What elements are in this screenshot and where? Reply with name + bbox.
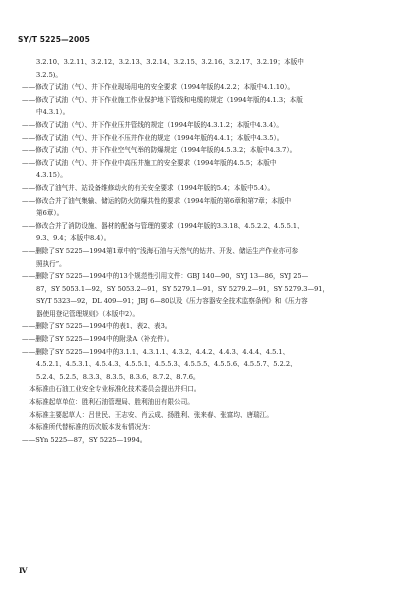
text-line: 中4.3.1）。: [36, 108, 70, 117]
text-line: ——修改了试油（气）、井下作业空气气举的防爆规定（1994年版的4.5.3.2；本版中4.3.7）。: [22, 146, 297, 155]
text-line: ——删除了SY 5225—1994第1章中的“浅海石油与天然气的钻井、开发、储运生产作业亦可参: [22, 246, 299, 255]
text-line: ——修改了试油（气）、井下作业施工作业保护地下管线和电缆的规定（1994年版的4.1.3；本版: [22, 95, 303, 104]
text-line: ——修改了试油（气）、井下作业压井管线的规定（1994年版的4.3.1.2；本版中4.3.4）。: [22, 120, 284, 129]
text-line: ——删除了SY 5225—1994中的13个规范性引用文件：GBJ 140—90，SYJ 13—86，SYJ 25—: [22, 272, 309, 281]
text-line: ——删除了SY 5225—1994中的3.1.1、4.3.1.1、4.3.2、4.4.2、4.4.3、4.4.4、4.5.1、: [22, 347, 290, 356]
text-line: 本标准起草单位：胜利石油管理局、胜利油田有限公司。: [29, 398, 194, 407]
text-line: 5.2.4、5.2.5、8.3.3、8.3.5、8.3.6、8.7.2、8.7.6。: [36, 372, 200, 381]
text-line: ——删除了SY 5225—1994中的表1、表2、表3。: [22, 322, 172, 331]
text-line: 本标准主要起草人：吕世民、王志安、肖云成、扬胜利、张来春、张富均、唐瑞江。: [29, 410, 273, 419]
text-line: 4.3.15）。: [36, 171, 67, 180]
text-line: SY/T 5323—92，DL 409—91；JBJ 6—80以及《压力容器安全技术监察条例》和《压力容: [36, 297, 308, 306]
text-line: 照执行”。: [36, 259, 66, 268]
text-line: ——修改了试油（气）、井下作业不压井作业的规定（1994年版的4.4.1；本版中4.3.5）。: [22, 133, 284, 142]
page-number: Ⅳ: [19, 566, 28, 575]
text-line: ——SYn 5225—87，SY 5225—1994。: [22, 435, 147, 444]
text-line: ——修改合并了油气集输、储运的防火防爆共性的要求（1994年版的第6章和第7章；本版中: [22, 196, 292, 205]
text-line: 4.5.2.1、4.5.3.1、4.5.4.3、4.5.5.1、4.5.5.3、4.5.5.5、4.5.5.6、4.5.5.7、5.2.2、: [36, 360, 297, 369]
text-line: ——删除了SY 5225—1994中的附录A（补充件）。: [22, 335, 174, 344]
text-line: 本标准所代替标准的历次版本发布情况为：: [29, 423, 155, 432]
text-line: 器使用登记管理规则》（本版中2）。: [36, 309, 140, 318]
document-body: [22, 56, 384, 446]
text-line: ——修改了试油（气）、井下作业中高压井施工的安全要求（1994年版的4.5.5；本版中: [22, 158, 277, 167]
text-line: 本标准由石油工业安全专业标准化技术委员会提出并归口。: [29, 385, 201, 394]
text-line: ——修改合并了消防设施、器材的配备与管理的要求（1994年版的3.3.18、4.5.2.2、4.5.5.1、: [22, 221, 304, 230]
text-line: 87，SY 5053.1—92，SY 5053.2—91，SY 5279.1—91，SY 5279.2—91，SY 5279.3—91，: [36, 284, 330, 293]
standard-code-header: SY/T 5225—2005: [18, 35, 90, 44]
text-line: ——修改了试油（气）、井下作业现场用电的安全要求（1994年版的4.2.2；本版中4.1.10）。: [22, 83, 295, 92]
text-line: ——修改了油气井、站设备维修动火的有关安全要求（1994年版的5.4；本版中5.4）。: [22, 183, 275, 192]
text-line: 第6章）。: [36, 209, 64, 218]
text-line: 3.2.5)。: [36, 70, 62, 79]
text-line: 9.3、9.4；本版中8.4）。: [36, 234, 111, 243]
text-line: 3.2.10、3.2.11、3.2.12、3.2.13、3.2.14、3.2.15、3.2.16、3.2.17、3.2.19；本版中: [36, 58, 304, 66]
